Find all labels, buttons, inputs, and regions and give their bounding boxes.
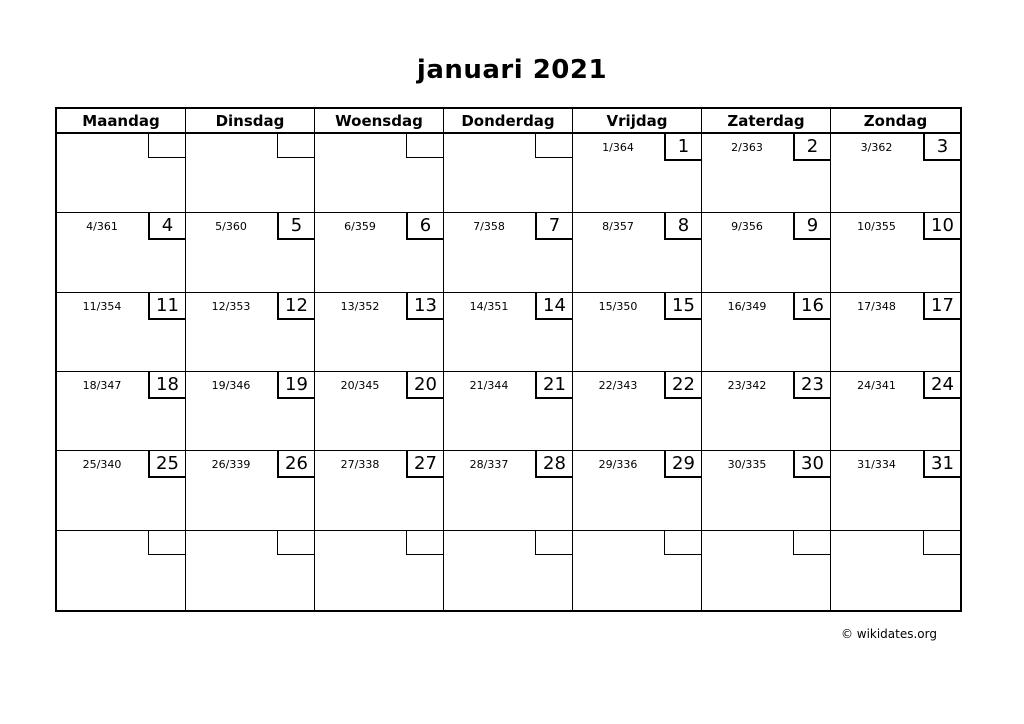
day-cell-12 [186,293,315,372]
day-number-box: 24 [923,372,960,399]
day-number-box: 11 [148,293,185,320]
day-cell-21 [444,372,573,451]
day-number-box: 2 [793,134,830,161]
day-number-box: 6 [406,213,443,240]
day-of-year-label: 27/338 [340,458,380,472]
day-number-box: 10 [923,213,960,240]
day-number-box: 18 [148,372,185,399]
empty-day-box [535,134,572,158]
empty-day-box [277,134,314,158]
day-cell-24 [831,372,960,451]
day-number-box: 31 [923,451,960,478]
day-cell-16 [702,293,831,372]
day-number-box: 7 [535,213,572,240]
day-number-box: 25 [148,451,185,478]
day-number-box: 16 [793,293,830,320]
day-of-year-label: 26/339 [211,458,251,472]
day-cell-7 [444,213,573,292]
day-of-year-label: 11/354 [82,299,122,313]
day-cell-30 [702,451,831,530]
day-number-box: 14 [535,293,572,320]
day-cell-26 [186,451,315,530]
day-cell-1 [573,134,702,213]
day-of-year-label: 21/344 [469,379,509,392]
day-cell-29 [573,451,702,530]
day-of-year-label: 31/334 [857,458,896,472]
day-number-box: 12 [277,293,314,320]
day-of-year-label: 8/357 [602,220,634,234]
day-cell-14 [444,293,573,372]
day-cell-2 [702,134,831,213]
empty-day-box [664,531,701,555]
day-cell-11 [57,293,186,372]
day-number-box: 1 [664,134,701,161]
day-of-year-label: 6/359 [344,220,376,234]
day-of-year-label: 14/351 [469,299,509,313]
day-of-year-label: 19/346 [211,379,251,392]
day-cell-empty [186,531,315,610]
day-cell-10 [831,213,960,292]
day-number-box: 3 [923,134,960,161]
day-number-box: 28 [535,451,572,478]
day-cell-19 [186,372,315,451]
weekday-header-wednesday: Woensdag [315,109,444,134]
day-number-box: 4 [148,213,185,240]
day-cell-20 [315,372,444,451]
day-number-box: 19 [277,372,314,399]
day-cell-31 [831,451,960,530]
day-of-year-label: 25/340 [82,458,122,472]
day-of-year-label: 30/335 [727,458,767,472]
weekday-header-thursday: Donderdag [444,109,573,134]
day-cell-empty [186,134,315,213]
day-of-year-label: 4/361 [86,220,118,234]
day-number-box: 8 [664,213,701,240]
day-number-box: 27 [406,451,443,478]
day-cell-empty [831,531,960,610]
day-of-year-label: 20/345 [340,379,380,392]
day-cell-8 [573,213,702,292]
weekday-header-sunday: Zondag [831,109,960,134]
day-cell-18 [57,372,186,451]
day-number-box: 23 [793,372,830,399]
day-of-year-label: 15/350 [598,299,638,313]
day-of-year-label: 17/348 [857,299,896,313]
day-number-box: 21 [535,372,572,399]
weekday-header-tuesday: Dinsdag [186,109,315,134]
day-cell-empty [57,134,186,213]
day-number-box: 29 [664,451,701,478]
day-cell-22 [573,372,702,451]
day-of-year-label: 9/356 [731,220,763,234]
day-cell-15 [573,293,702,372]
day-number-box: 5 [277,213,314,240]
empty-day-box [793,531,830,555]
day-of-year-label: 16/349 [727,299,767,313]
day-cell-5 [186,213,315,292]
day-of-year-label: 23/342 [727,379,767,392]
day-of-year-label: 1/364 [602,141,634,154]
day-of-year-label: 7/358 [473,220,505,234]
weekday-header-saturday: Zaterdag [702,109,831,134]
day-cell-13 [315,293,444,372]
day-number-box: 17 [923,293,960,320]
day-cell-empty [315,531,444,610]
day-cell-empty [573,531,702,610]
day-cell-empty [444,134,573,213]
day-of-year-label: 2/363 [731,141,763,154]
copyright-credit: © wikidates.org [840,627,937,641]
empty-day-box [923,531,960,555]
day-number-box: 20 [406,372,443,399]
day-cell-empty [315,134,444,213]
day-cell-17 [831,293,960,372]
calendar-grid [55,107,962,612]
day-of-year-label: 24/341 [857,379,896,392]
day-cell-27 [315,451,444,530]
empty-day-box [148,531,185,555]
day-of-year-label: 10/355 [857,220,896,234]
day-cell-23 [702,372,831,451]
day-cell-25 [57,451,186,530]
day-of-year-label: 18/347 [82,379,122,392]
day-cell-28 [444,451,573,530]
day-of-year-label: 29/336 [598,458,638,472]
day-cell-6 [315,213,444,292]
day-cell-4 [57,213,186,292]
day-number-box: 9 [793,213,830,240]
day-cell-9 [702,213,831,292]
empty-day-box [535,531,572,555]
weekday-header-friday: Vrijdag [573,109,702,134]
day-number-box: 13 [406,293,443,320]
page-title: januari 2021 [416,55,608,85]
day-of-year-label: 3/362 [860,141,893,154]
day-of-year-label: 12/353 [211,299,251,313]
day-number-box: 15 [664,293,701,320]
empty-day-box [406,531,443,555]
empty-day-box [148,134,185,158]
empty-day-box [406,134,443,158]
day-number-box: 22 [664,372,701,399]
day-cell-empty [57,531,186,610]
day-of-year-label: 13/352 [340,299,380,313]
weekday-header-monday: Maandag [57,109,186,134]
day-of-year-label: 22/343 [598,379,638,392]
day-number-box: 30 [793,451,830,478]
day-of-year-label: 5/360 [215,220,247,234]
day-cell-3 [831,134,960,213]
day-of-year-label: 28/337 [469,458,509,472]
empty-day-box [277,531,314,555]
day-cell-empty [702,531,831,610]
day-number-box: 26 [277,451,314,478]
day-cell-empty [444,531,573,610]
